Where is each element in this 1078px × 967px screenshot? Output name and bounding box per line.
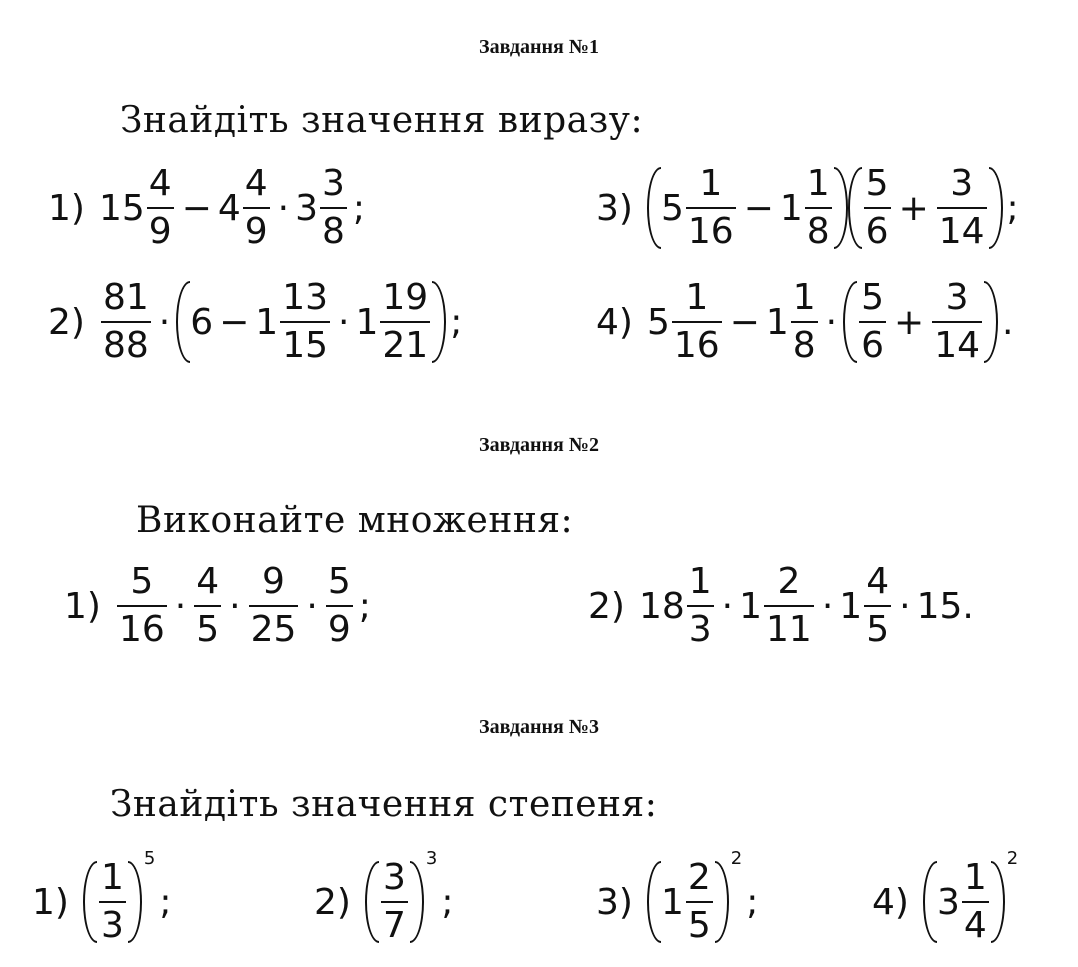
numerator: 3 [382, 857, 406, 899]
denominator: 16 [118, 609, 165, 650]
denominator: 5 [866, 609, 890, 650]
numerator: 19 [382, 277, 429, 319]
semicolon: ; [1006, 187, 1019, 229]
plus-sign: + [894, 301, 925, 343]
fraction [672, 279, 722, 365]
fraction [686, 165, 736, 251]
numerator: 1 [792, 277, 816, 319]
fraction-bar [686, 207, 736, 209]
task3-expression-1 [32, 842, 171, 962]
semicolon: ; [441, 881, 454, 923]
denominator: 7 [382, 905, 406, 946]
denominator: 6 [861, 325, 885, 366]
integer-part: 15 [98, 187, 145, 229]
integer-part: 3 [295, 187, 319, 229]
exponent: 3 [425, 848, 438, 869]
fraction [686, 859, 713, 945]
multiply-dot: · [825, 301, 838, 343]
fraction-bar [932, 321, 982, 323]
fraction-bar [859, 321, 886, 323]
numerator: 3 [322, 163, 345, 205]
expression-label: 4) [872, 881, 909, 923]
integer-part: 4 [217, 187, 241, 229]
parenthesized-group [647, 859, 729, 945]
numerator: 5 [130, 561, 154, 603]
fraction [937, 165, 987, 251]
task2-heading: Завдання №2 [479, 434, 599, 456]
numerator: 4 [148, 163, 172, 205]
minus-sign: − [729, 301, 760, 343]
task1-expression-2 [48, 262, 462, 382]
fraction-bar [381, 901, 408, 903]
fraction-bar [101, 321, 151, 323]
task1-expression-3 [596, 148, 1019, 268]
fraction [381, 859, 408, 945]
denominator: 5 [196, 609, 220, 650]
fraction-bar [117, 605, 167, 607]
numerator: 13 [282, 277, 329, 319]
fraction-bar [243, 207, 270, 209]
integer-part: 18 [638, 585, 685, 627]
denominator: 14 [938, 211, 985, 252]
semicolon: ; [746, 881, 759, 923]
denominator: 16 [673, 325, 720, 366]
denominator: 15 [282, 325, 329, 366]
numerator: 4 [196, 561, 220, 603]
parenthesized-group [365, 859, 424, 945]
fraction-bar [672, 321, 722, 323]
task1-instruction: Знайдіть значення виразу: [120, 100, 644, 141]
denominator: 16 [687, 211, 734, 252]
denominator: 25 [250, 609, 297, 650]
task2-expression-1 [64, 546, 371, 666]
fraction-bar [791, 321, 818, 323]
integer-part: 1 [255, 301, 279, 343]
numerator: 2 [687, 857, 711, 899]
integer-part: 3 [936, 881, 960, 923]
numerator: 1 [685, 277, 709, 319]
integer-part: 5 [660, 187, 684, 229]
denominator: 11 [766, 609, 812, 650]
numerator: 3 [945, 277, 969, 319]
expression-label: 1) [32, 881, 69, 923]
multiply-dot: · [338, 301, 350, 343]
fraction-bar [280, 321, 330, 323]
task3-expression-2 [314, 842, 453, 962]
multiply-dot: · [229, 585, 241, 627]
denominator: 21 [382, 325, 429, 366]
numerator: 1 [100, 857, 124, 899]
parenthesized-group [83, 859, 142, 945]
numerator: 5 [327, 561, 351, 603]
fraction-bar [864, 605, 891, 607]
numerator: 3 [950, 163, 974, 205]
task1-expression-4 [596, 262, 1013, 382]
fraction [117, 563, 167, 649]
numerator: 4 [244, 163, 268, 205]
expression-label: 3) [596, 881, 633, 923]
exponent: 2 [1006, 848, 1019, 869]
numerator: 1 [688, 561, 712, 603]
minus-sign: − [181, 187, 212, 229]
task3-instruction: Знайдіть значення степеня: [110, 784, 658, 825]
denominator: 3 [100, 905, 124, 946]
fraction-bar [864, 207, 891, 209]
task3-expression-3 [596, 842, 758, 962]
denominator: 8 [792, 325, 816, 366]
fraction [147, 165, 174, 251]
denominator: 88 [102, 325, 149, 366]
period: . [962, 585, 974, 627]
expression-label: 2) [314, 881, 351, 923]
task2-expression-2 [588, 546, 974, 666]
fraction [249, 563, 299, 649]
fraction [101, 279, 151, 365]
exponent: 5 [143, 848, 156, 869]
semicolon: ; [358, 585, 371, 627]
denominator: 9 [244, 211, 268, 252]
fraction [280, 279, 330, 365]
task1-heading: Завдання №1 [479, 36, 599, 58]
fraction-bar [326, 605, 353, 607]
fraction [962, 859, 989, 945]
denominator: 9 [327, 609, 351, 650]
expression-label: 2) [48, 301, 85, 343]
numerator: 9 [262, 561, 285, 603]
multiply-dot: · [821, 585, 834, 627]
numerator: 81 [102, 277, 149, 319]
denominator: 4 [963, 905, 987, 946]
integer-part: 5 [646, 301, 670, 343]
denominator: 9 [148, 211, 172, 252]
numerator: 1 [699, 163, 723, 205]
integer-part: 1 [765, 301, 789, 343]
multiply-dot: · [899, 585, 911, 627]
fraction [805, 165, 832, 251]
multiply-dot: · [306, 585, 318, 627]
fraction [932, 279, 982, 365]
fraction-bar [686, 901, 713, 903]
fraction [859, 279, 886, 365]
parenthesized-group [647, 165, 848, 251]
fraction-bar [937, 207, 987, 209]
fraction [864, 563, 891, 649]
integer-part: 1 [660, 881, 684, 923]
semicolon: ; [450, 301, 463, 343]
numerator: 1 [806, 163, 830, 205]
integer-part: 1 [779, 187, 803, 229]
integer-part: 1 [739, 585, 763, 627]
period: . [1002, 301, 1014, 343]
numerator: 1 [963, 857, 987, 899]
fraction [380, 279, 430, 365]
multiply-dot: · [174, 585, 187, 627]
fraction-bar [380, 321, 430, 323]
fraction [320, 165, 347, 251]
fraction-bar [962, 901, 989, 903]
integer-part: 1 [355, 301, 379, 343]
integer: 6 [190, 301, 214, 343]
semicolon: ; [159, 881, 172, 923]
expression-label: 2) [588, 585, 625, 627]
minus-sign: − [219, 301, 250, 343]
fraction [764, 563, 814, 649]
denominator: 8 [806, 211, 830, 252]
numerator: 4 [866, 561, 890, 603]
numerator: 2 [777, 561, 801, 603]
task1-expression-1 [48, 148, 365, 268]
numerator: 5 [865, 163, 889, 205]
denominator: 5 [687, 905, 711, 946]
fraction [864, 165, 891, 251]
fraction-bar [805, 207, 832, 209]
parenthesized-group [176, 279, 446, 365]
denominator: 8 [322, 211, 345, 252]
parenthesized-group [843, 279, 998, 365]
integer-part: 1 [839, 585, 863, 627]
parenthesized-group [923, 859, 1005, 945]
task3-expression-4 [872, 842, 1018, 962]
exponent: 2 [730, 848, 743, 869]
task2-instruction: Виконайте множення: [136, 500, 574, 541]
parenthesized-group [848, 165, 1003, 251]
expression-label: 3) [596, 187, 633, 229]
fraction-bar [147, 207, 174, 209]
expression-label: 1) [64, 585, 101, 627]
expression-label: 1) [48, 187, 85, 229]
task3-heading: Завдання №3 [479, 716, 599, 738]
fraction-bar [249, 605, 299, 607]
expression-label: 4) [596, 301, 633, 343]
fraction [99, 859, 126, 945]
multiply-dot: · [277, 187, 290, 229]
fraction-bar [194, 605, 221, 607]
denominator: 14 [934, 325, 980, 366]
fraction-bar [320, 207, 347, 209]
fraction [791, 279, 818, 365]
numerator: 5 [861, 277, 885, 319]
fraction [243, 165, 270, 251]
fraction [326, 563, 353, 649]
denominator: 3 [688, 609, 712, 650]
multiply-dot: · [721, 585, 734, 627]
fraction [194, 563, 221, 649]
fraction [687, 563, 714, 649]
plus-sign: + [898, 187, 929, 229]
integer: 15 [916, 585, 963, 627]
fraction-bar [687, 605, 714, 607]
minus-sign: − [743, 187, 774, 229]
fraction-bar [99, 901, 126, 903]
fraction-bar [764, 605, 814, 607]
denominator: 6 [865, 211, 889, 252]
semicolon: ; [352, 187, 366, 229]
multiply-dot: · [158, 301, 171, 343]
